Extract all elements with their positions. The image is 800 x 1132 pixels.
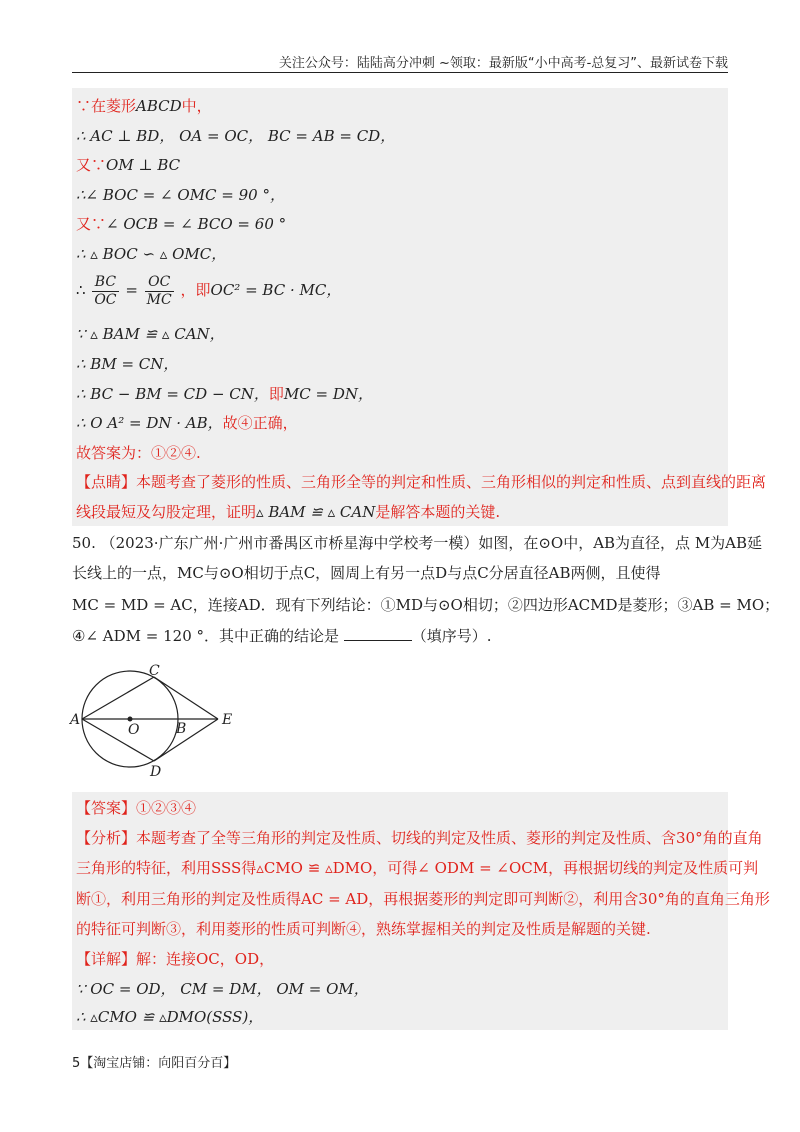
math-expr: MC = DN， bbox=[283, 385, 374, 403]
solution-line-10 bbox=[76, 384, 373, 404]
analysis-line-2: 三角形的特征，利用SSS得▵CMO ≌ ▵DMO，可得∠ ODM = ∠OCM，再根据切线的判定及性质可判 bbox=[76, 859, 759, 877]
key-point-line-1: 【点睛】本题考查了菱形的性质、三角形全等的判定和性质、三角形相似的判定和性质、点到直线的距离 bbox=[76, 473, 767, 491]
solution-line-7 bbox=[76, 270, 341, 310]
solution-text: 线段最短及勾股定理，证明 bbox=[76, 503, 257, 521]
math-expr: OC² = BC · MC， bbox=[210, 281, 342, 299]
problem-line-4 bbox=[72, 626, 492, 646]
solution-text: 是解答本题的关键. bbox=[375, 503, 501, 521]
answer-blank bbox=[344, 626, 412, 641]
solution-line-5 bbox=[76, 214, 286, 234]
label-a: A bbox=[70, 712, 81, 728]
problem-text: ④∠ ADM = 120 °．其中正确的结论是 bbox=[72, 627, 344, 645]
analysis-line-3: 断①，利用三角形的判定及性质得AC = AD，再根据菱形的判定即可判断②，利用含30°角的直角三角形 bbox=[76, 890, 770, 908]
key-point-line-2 bbox=[76, 502, 500, 522]
math-expr: ∠ OCB = ∠ BCO = 60 ° bbox=[106, 215, 287, 233]
segment-ac bbox=[82, 677, 154, 719]
solution-block-prev bbox=[72, 88, 767, 526]
center-point-o bbox=[128, 717, 133, 722]
detail-line-2: ∵ OC = OD， CM = DM， OM = OM， bbox=[76, 980, 369, 998]
math-expr: ∴ BC − BM = CD − CN， bbox=[76, 385, 269, 403]
label-e: E bbox=[222, 712, 233, 728]
geometry-figure bbox=[68, 664, 248, 780]
segment-ad bbox=[82, 719, 154, 761]
math-expr: ▵ BAM ≌ ▵ CAN bbox=[256, 503, 376, 521]
solution-line-8: ∵ ▵ BAM ≌ ▵ CAN， bbox=[76, 325, 225, 343]
solution-line-6: ∴ ▵ BOC ∽ ▵ OMC， bbox=[76, 245, 227, 263]
math-expr: OM ⊥ BC bbox=[106, 156, 181, 174]
label-c: C bbox=[149, 664, 160, 679]
math-expr: ABCD bbox=[136, 97, 182, 115]
solution-text: 又∵ bbox=[76, 215, 107, 233]
label-o: O bbox=[128, 722, 140, 738]
answer-line: 【答案】①②③④ bbox=[76, 799, 197, 817]
math-expr: ∴ bbox=[76, 281, 86, 299]
answer-block bbox=[72, 792, 770, 1030]
math-expr: = bbox=[125, 281, 138, 299]
solution-line-11 bbox=[76, 413, 298, 433]
solution-text: 中， bbox=[181, 97, 212, 115]
solution-text: ，即 bbox=[180, 281, 211, 299]
header-divider bbox=[72, 72, 728, 73]
problem-text: （填序号）. bbox=[411, 627, 492, 645]
solution-line-4: ∴∠ BOC = ∠ OMC = 90 °， bbox=[76, 186, 285, 204]
segment-ce bbox=[154, 677, 218, 719]
detail-line-3: ∴ ▵CMO ≌ ▵DMO(SSS)， bbox=[76, 1008, 264, 1026]
label-d: D bbox=[150, 764, 162, 780]
solution-line-12: 故答案为：①②④. bbox=[76, 444, 201, 462]
label-b: B bbox=[176, 721, 187, 737]
solution-line-1 bbox=[76, 96, 212, 116]
problem-line-1: 50. （2023·广东广州·广州市番禺区市桥星海中学校考一模）如图，在⊙O中，AB为直径，点 M为AB延 bbox=[72, 534, 763, 552]
analysis-line-4: 的特征可判断③，利用菱形的性质可判断④，熟练掌握相关的判定及性质是解题的关键. bbox=[76, 920, 651, 938]
solution-line-2: ∴ AC ⊥ BD， OA = OC， BC = AB = CD， bbox=[76, 127, 396, 145]
page-footer: 5【淘宝店铺：向阳百分百】 bbox=[72, 1056, 237, 1071]
solution-line-3 bbox=[76, 155, 180, 175]
problem-line-2: 长线上的一点，MC与⊙O相切于点C，圆周上有另一点D与点C分居直径AB两侧，且使得 bbox=[72, 564, 661, 582]
analysis-line-1: 【分析】本题考查了全等三角形的判定及性质、切线的判定及性质、菱形的判定及性质、含30°角的直角 bbox=[76, 829, 763, 847]
detail-line-1: 【详解】解：连接OC，OD， bbox=[76, 950, 275, 968]
fraction-bc-oc: $\frac{BC}{OC}$ bbox=[94, 273, 117, 308]
fraction-oc-mc: $\frac{OC}{MC}$ bbox=[146, 273, 172, 308]
solution-text: 故④正确， bbox=[222, 414, 298, 432]
solution-text: ∵在菱形 bbox=[76, 97, 137, 115]
solution-line-9: ∴ BM = CN， bbox=[76, 355, 179, 373]
problem-line-3: MC = MD = AC，连接AD．现有下列结论：①MD与⊙O相切；②四边形ACMD是菱形；③AB = MO； bbox=[72, 596, 780, 614]
solution-text: 即 bbox=[268, 385, 284, 403]
solution-text: 又∵ bbox=[76, 156, 107, 174]
page-header: 关注公众号：陆陆高分冲刺 ~领取：最新版“小中高考-总复习”、最新试卷下载 bbox=[278, 56, 728, 71]
math-expr: ∴ O A² = DN · AB， bbox=[76, 414, 223, 432]
